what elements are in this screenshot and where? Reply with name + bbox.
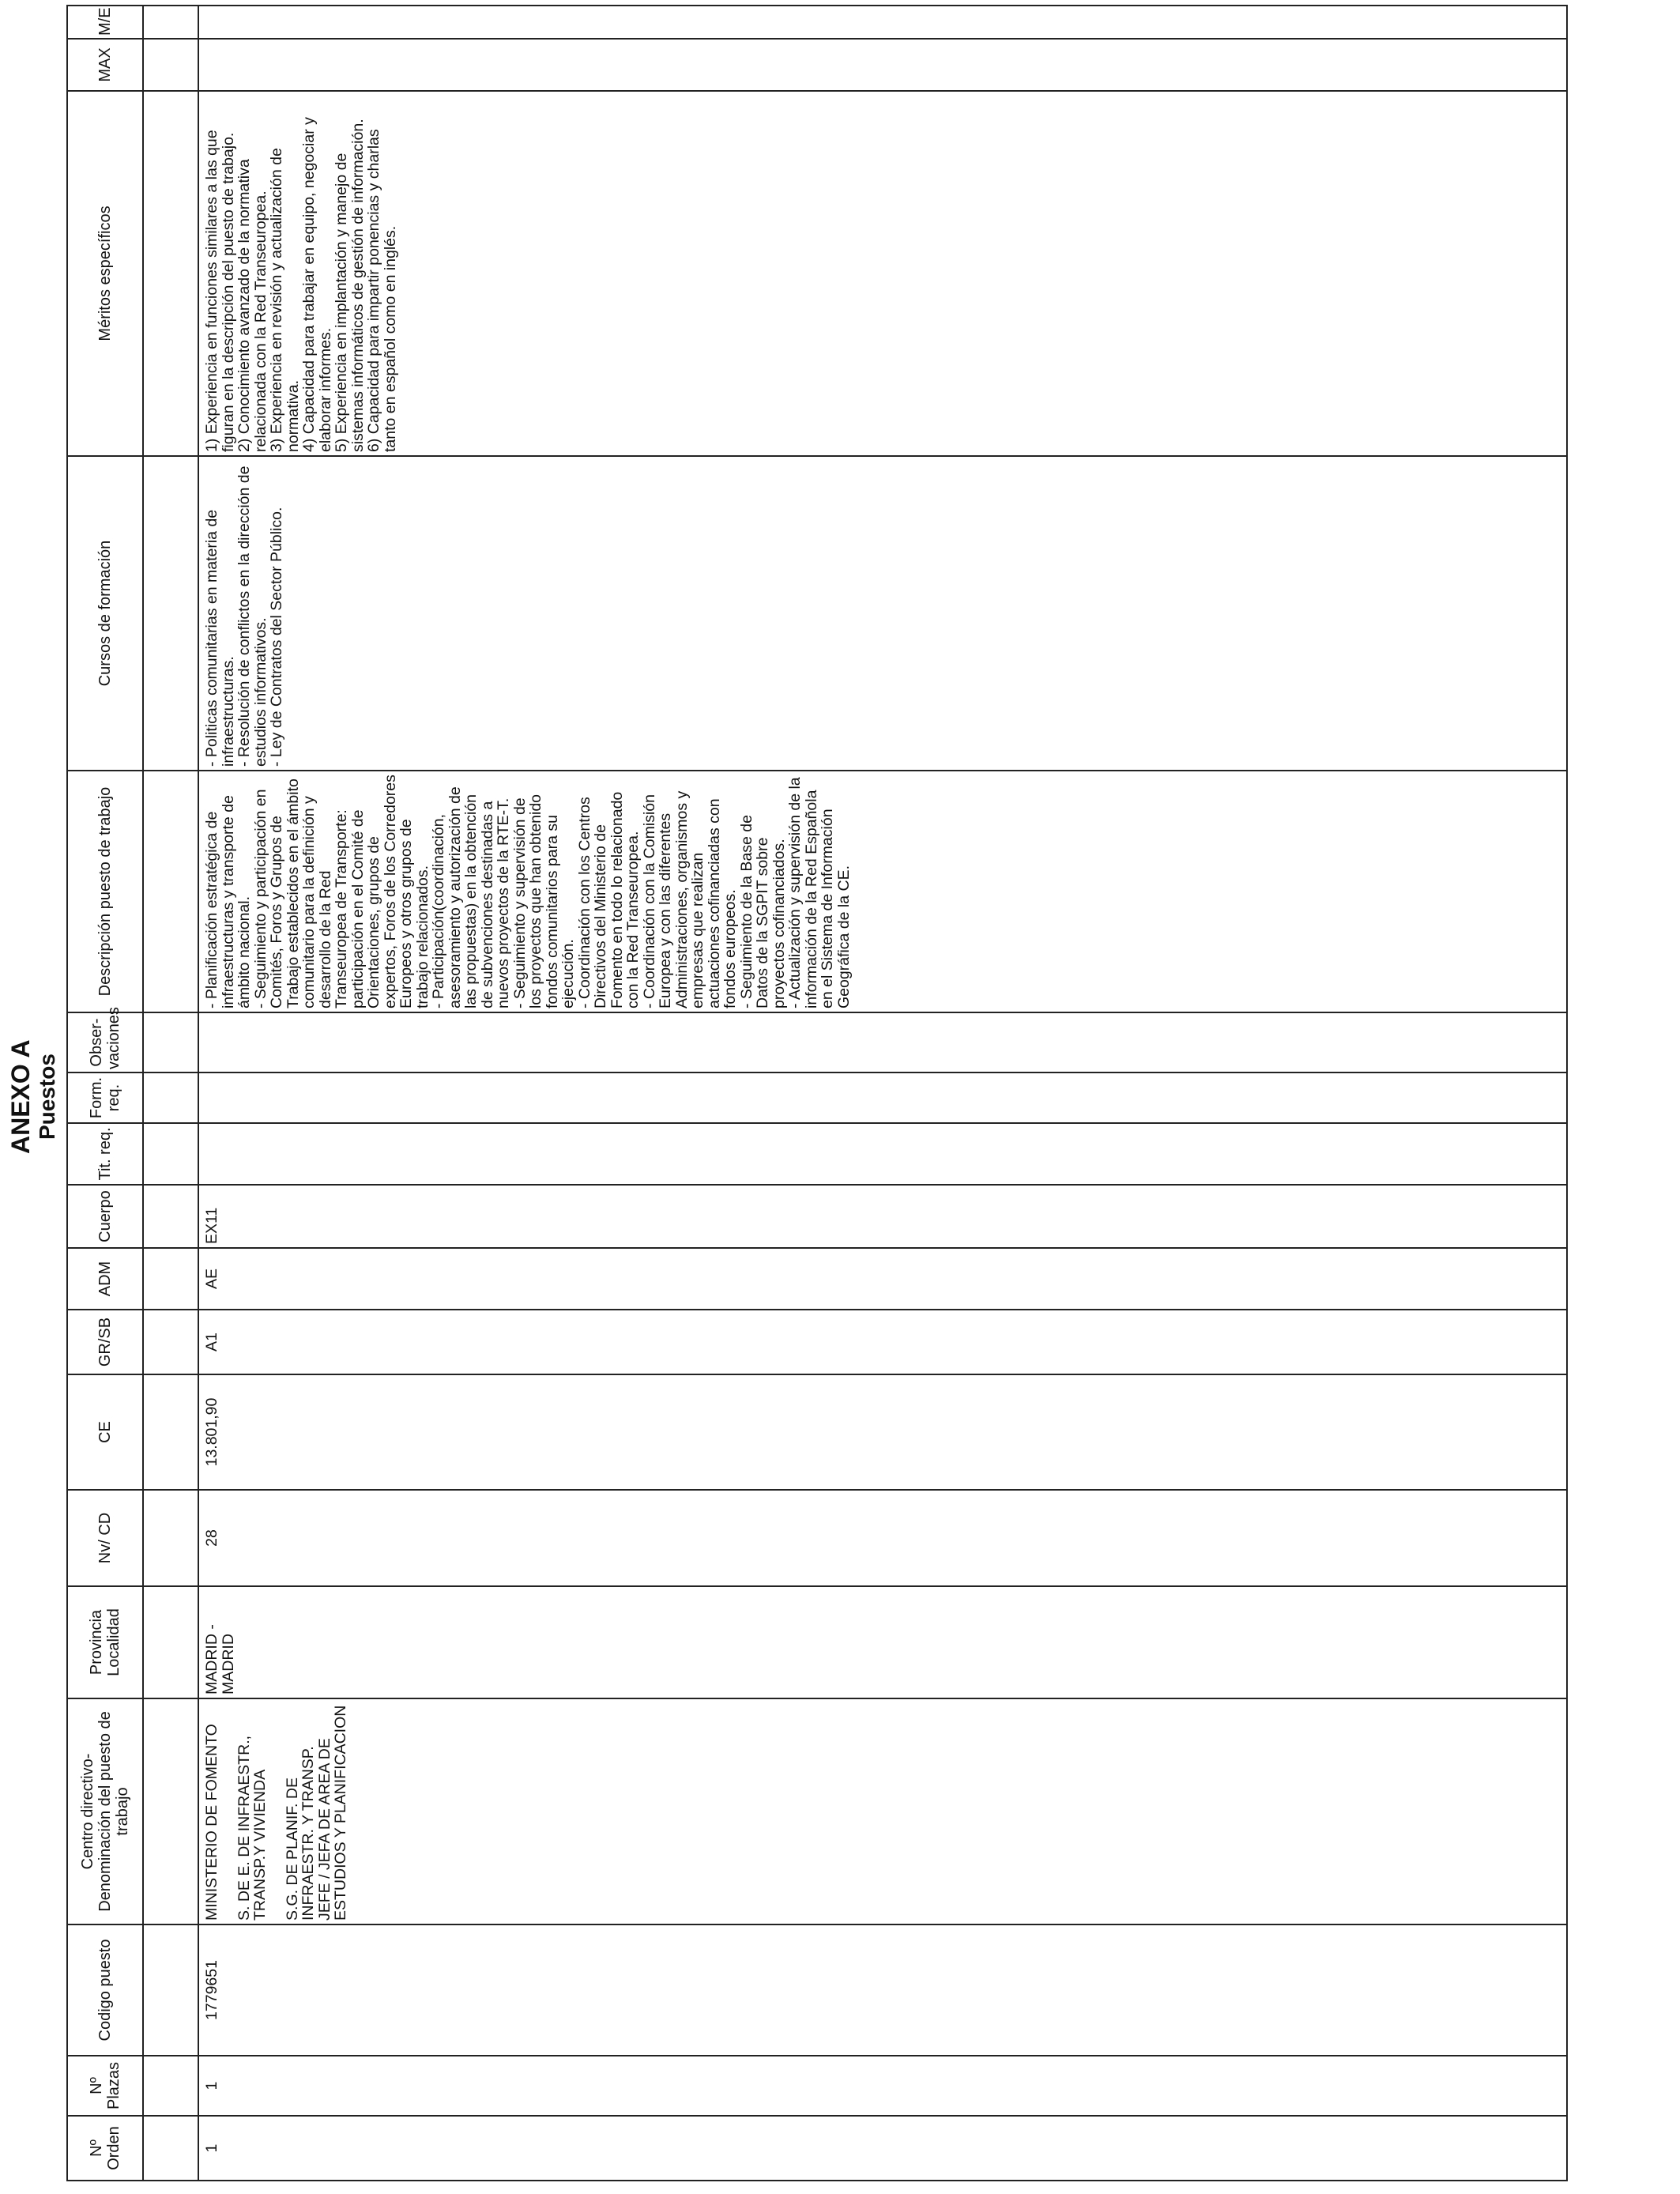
puestos-table <box>66 5 1568 2181</box>
org-secretaria: S. DE E. DE INFRAESTR., TRANSP.Y VIVIENDA <box>235 1731 269 1921</box>
spacer-cell <box>143 1310 198 1374</box>
header-centro: Centro directivo- Denominación del puesto de trabajo <box>67 1698 143 1924</box>
header-formacion: Form. req. <box>67 1072 143 1123</box>
descripcion-item: - Seguimiento de la Base de Datos de la SGPIT sobre proyectos cofinanciados. <box>737 810 788 1008</box>
spacer-cell <box>143 1698 198 1924</box>
header-descripcion: Descripción puesto de trabajo <box>67 771 143 1012</box>
cell-provincia: MADRID - MADRID <box>198 1586 1567 1698</box>
descripcion-item: - Actualización y supervisión de la información de la Red Española en el Sistema de Información Geográfica de la CE. <box>786 772 853 1008</box>
page-title: ANEXO A <box>6 1039 35 1154</box>
cell-me <box>198 6 1567 39</box>
curso-item: - Ley de Contratos del Sector Público. <box>268 507 285 767</box>
header-codigo: Codigo puesto <box>67 1924 143 2056</box>
header-orden: Nº Orden <box>67 2116 143 2181</box>
curso-item: - Resolución de conflictos en la dirección de estudios informativos. <box>235 462 269 767</box>
header-meritos: Méritos específicos <box>67 91 143 456</box>
spacer-cell <box>143 1374 198 1490</box>
cell-meritos <box>198 91 1567 456</box>
descripcion-item: - Coordinación con la Comisión Europea y con las diferentes Administraciones, organismos y empresas que realizan actuaciones cofinanciadas con fondos europeos. <box>640 786 739 1008</box>
header-max: MAX <box>67 39 143 91</box>
header-ce: CE <box>67 1374 143 1490</box>
descripcion-item: - Planificación estratégica de infraestructuras y transporte de ámbito nacional. <box>203 790 253 1008</box>
header-grupo: GR/SB <box>67 1310 143 1374</box>
header-cuerpo: Cuerpo <box>67 1185 143 1248</box>
org-gap <box>220 1702 236 1921</box>
merito-item: 4) Capacidad para trabajar en equipo, negociar y elaborar informes. <box>300 112 334 452</box>
merito-item: 2) Conocimiento avanzado de la normativa relacionada con la Red Transeuropea. <box>235 154 269 452</box>
org-gap <box>269 1702 284 1921</box>
cell-cuerpo: EX11 <box>198 1185 1567 1248</box>
spacer-cell <box>143 1248 198 1310</box>
header-nivel: Nv/ CD <box>67 1490 143 1586</box>
cell-plazas: 1 <box>198 2056 1567 2116</box>
spacer-cell <box>143 39 198 91</box>
page-subtitle: Puestos <box>35 1054 59 1140</box>
title-block <box>0 0 76 2194</box>
spacer-cell <box>143 1490 198 1586</box>
cell-observaciones <box>198 1012 1567 1072</box>
descripcion-item: - Participación(coordinación, asesoramiento y autorización de las propuestas) en la obtención de subvenciones destinadas a nuevos proyectos de la RTE-T. <box>430 782 512 1008</box>
spacer-cell <box>143 1586 198 1698</box>
cell-centro <box>198 1698 1567 1924</box>
header-provincia: Provincia Localidad <box>67 1586 143 1698</box>
merito-item: 3) Experiencia en revisión y actualización de normativa. <box>268 143 302 452</box>
descripcion-item: - Seguimiento y supervisión de los proyectos que han obtenido fondos comunitarios para su ejecución. <box>510 790 577 1008</box>
table-container <box>66 6 1558 2181</box>
org-ministerio: MINISTERIO DE FOMENTO <box>203 1724 220 1921</box>
spacer-cell <box>143 771 198 1012</box>
spacer-cell <box>143 1924 198 2056</box>
cell-ce: 13.801,90 <box>198 1374 1567 1490</box>
cell-cursos <box>198 456 1567 771</box>
spacer-cell <box>143 91 198 456</box>
cell-max <box>198 39 1567 91</box>
descripcion-item: - Seguimiento y participación en Comités, Foros y Grupos de Trabajo establecidos en el ámbito comunitario para la definición y desarrollo de la Red Transeuropea de Transporte: participación en el Comité de Orientaciones, grupos de expertos, Foros de los Corredores Europeos y otros grupos de trabajo relacionados. <box>251 770 431 1008</box>
cell-descripcion <box>198 771 1567 1012</box>
merito-item: 6) Capacidad para impartir ponencias y charlas tanto en español como en inglés. <box>365 124 399 452</box>
header-titulacion: Tit. req. <box>67 1123 143 1185</box>
spacer-row <box>143 6 198 2181</box>
curso-item: - Politicas comunitarias en materia de infraestructuras. <box>203 505 237 767</box>
cell-adm: AE <box>198 1248 1567 1310</box>
header-observaciones: Obser- vaciones <box>67 1012 143 1072</box>
cell-orden: 1 <box>198 2116 1567 2181</box>
cell-nivel: 28 <box>198 1490 1567 1586</box>
spacer-cell <box>143 1185 198 1248</box>
merito-item: 5) Experiencia en implantación y manejo de sistemas informáticos de gestión de información. <box>333 119 367 452</box>
spacer-cell <box>143 2116 198 2181</box>
header-adm: ADM <box>67 1248 143 1310</box>
header-plazas: Nº Plazas <box>67 2056 143 2116</box>
spacer-cell <box>143 2056 198 2116</box>
cell-titulacion <box>198 1123 1567 1185</box>
header-me: M/E <box>67 6 143 39</box>
descripcion-item: - Coordinación con los Centros Directivos del Ministerio de Fomento en todo lo relacionado con la Red Transeuropea. <box>575 787 642 1008</box>
header-row <box>67 6 143 2181</box>
cell-grupo: A1 <box>198 1310 1567 1374</box>
puesto-denominacion: JEFE / JEFA DE AREA DE ESTUDIOS Y PLANIFICACION <box>315 1705 349 1921</box>
spacer-cell <box>143 1012 198 1072</box>
org-subdireccion: S.G. DE PLANIF. DE INFRAESTR. Y TRANSP. <box>283 1746 317 1921</box>
merito-item: 1) Experiencia en funciones similares a las que figuran en la descripción del puesto de trabajo. <box>203 126 237 452</box>
spacer-cell <box>143 6 198 39</box>
cell-formacion <box>198 1072 1567 1123</box>
spacer-cell <box>143 1072 198 1123</box>
header-cursos: Cursos de formación <box>67 456 143 771</box>
spacer-cell <box>143 456 198 771</box>
spacer-cell <box>143 1123 198 1185</box>
cell-codigo: 1779651 <box>198 1924 1567 2056</box>
table-rotator <box>66 6 1558 2181</box>
table-row <box>198 6 1567 2181</box>
